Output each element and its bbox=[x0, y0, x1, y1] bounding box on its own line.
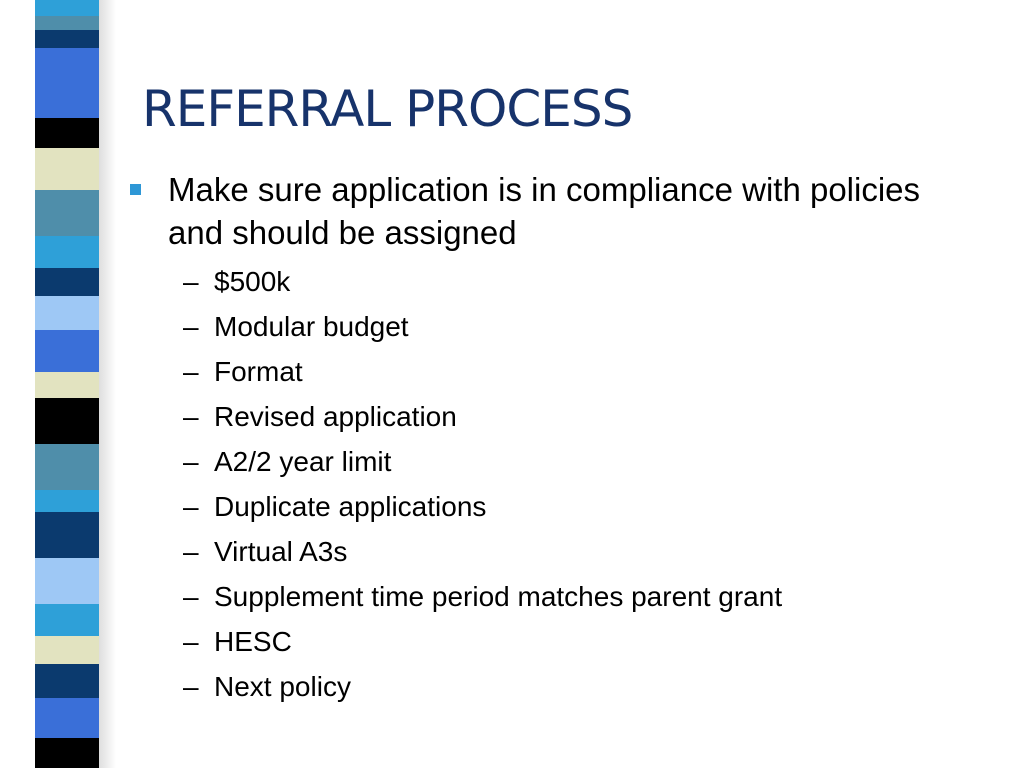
main-bullet-text: Make sure application is in compliance with policies and should be assigned bbox=[168, 171, 921, 251]
sub-bullet-item bbox=[183, 484, 782, 529]
dash-icon: – bbox=[183, 446, 199, 477]
band-stripe bbox=[35, 372, 99, 398]
sub-bullet-item bbox=[183, 394, 782, 439]
dash-icon: – bbox=[183, 311, 199, 342]
sub-bullet-item bbox=[183, 349, 782, 394]
sub-bullet-text: HESC bbox=[214, 626, 292, 657]
band-stripe bbox=[35, 738, 99, 768]
sub-bullet-text: Modular budget bbox=[214, 311, 409, 342]
sub-bullet-item bbox=[183, 619, 782, 664]
band-stripe bbox=[35, 0, 99, 16]
sub-bullet-item bbox=[183, 664, 782, 709]
dash-icon: – bbox=[183, 401, 199, 432]
band-stripe bbox=[35, 236, 99, 268]
band-stripe bbox=[35, 190, 99, 236]
sub-bullet-text: $500k bbox=[214, 266, 291, 297]
band-stripe bbox=[35, 296, 99, 330]
dash-icon: – bbox=[183, 266, 199, 297]
band-stripe bbox=[35, 330, 99, 372]
sub-bullet-item bbox=[183, 529, 782, 574]
band-stripe bbox=[35, 512, 99, 558]
slide-title: REFERRAL PROCESS bbox=[142, 80, 633, 138]
dash-icon: – bbox=[183, 536, 199, 567]
sub-bullet-text: Virtual A3s bbox=[214, 536, 348, 567]
sub-bullet-text: Format bbox=[214, 356, 303, 387]
band-stripe bbox=[35, 48, 99, 80]
band-stripe bbox=[35, 604, 99, 636]
band-stripe bbox=[35, 664, 99, 698]
sub-bullet-item bbox=[183, 259, 782, 304]
band-stripe bbox=[35, 30, 99, 48]
dash-icon: – bbox=[183, 671, 199, 702]
sub-bullet-text: A2/2 year limit bbox=[214, 446, 392, 477]
band-stripe bbox=[35, 698, 99, 738]
band-stripe bbox=[35, 268, 99, 296]
square-bullet-icon bbox=[130, 184, 141, 195]
dash-icon: – bbox=[183, 356, 199, 387]
band-stripe bbox=[35, 398, 99, 444]
band-stripe bbox=[35, 148, 99, 190]
band-stripe bbox=[35, 558, 99, 604]
dash-icon: – bbox=[183, 626, 199, 657]
sub-bullet-item bbox=[183, 439, 782, 484]
band-stripe bbox=[35, 80, 99, 118]
band-shadow bbox=[96, 0, 116, 768]
decorative-stripe-band bbox=[35, 0, 99, 768]
sub-bullet-text: Supplement time period matches parent grant bbox=[214, 581, 783, 612]
sub-bullet-list bbox=[183, 259, 782, 709]
band-stripe bbox=[35, 16, 99, 30]
band-stripe bbox=[35, 118, 99, 148]
band-stripe bbox=[35, 636, 99, 664]
sub-bullet-item bbox=[183, 574, 782, 619]
sub-bullet-text: Revised application bbox=[214, 401, 457, 432]
band-stripe bbox=[35, 490, 99, 512]
band-stripe bbox=[35, 444, 99, 490]
dash-icon: – bbox=[183, 581, 199, 612]
sub-bullet-item bbox=[183, 304, 782, 349]
sub-bullet-text: Duplicate applications bbox=[214, 491, 487, 522]
sub-bullet-text: Next policy bbox=[214, 671, 351, 702]
dash-icon: – bbox=[183, 491, 199, 522]
